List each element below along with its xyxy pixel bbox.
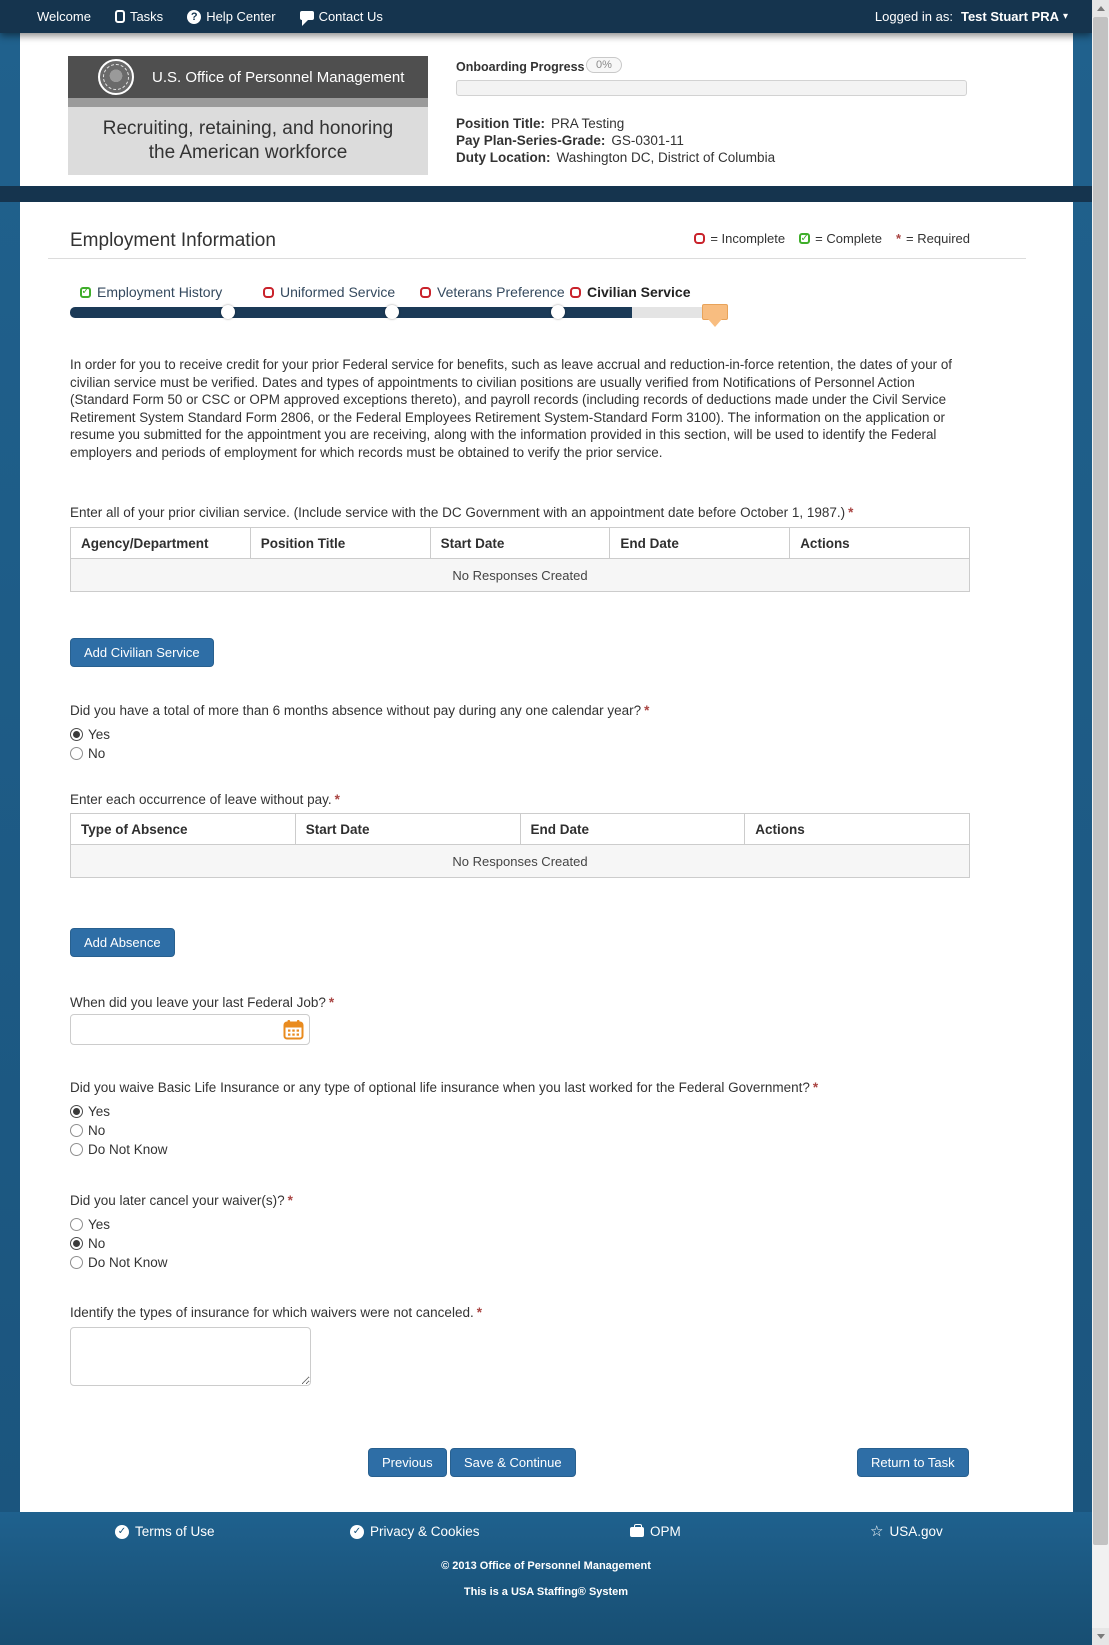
save-continue-button[interactable]: Save & Continue (450, 1448, 576, 1477)
radio-icon[interactable] (70, 1237, 83, 1250)
duty-location-row (456, 150, 775, 165)
radio-icon[interactable] (70, 1256, 83, 1269)
radio-option-do-not-know[interactable] (70, 1142, 168, 1157)
radio-icon[interactable] (70, 1105, 83, 1118)
radio-label: Do Not Know (88, 1255, 168, 1270)
legend-incomplete (694, 231, 785, 246)
required-asterisk-icon: * (848, 505, 854, 520)
left-edge (0, 33, 20, 1512)
tab-veterans-preference[interactable] (420, 284, 565, 300)
col-position-title: Position Title (250, 528, 430, 559)
footer-opm[interactable] (630, 1524, 681, 1539)
empty-message: No Responses Created (71, 559, 970, 592)
required-asterisk-icon: * (476, 1305, 482, 1320)
position-title-label: Position Title: (456, 116, 546, 131)
footer-terms-of-use[interactable] (115, 1524, 215, 1539)
header-divider-band (0, 186, 1092, 202)
footer-link-label: OPM (650, 1524, 681, 1539)
opm-seal-logo (98, 59, 134, 95)
duty-location-label: Duty Location: (456, 150, 551, 165)
nav-help-center[interactable] (187, 9, 275, 24)
civilian-service-table (70, 527, 970, 592)
incomplete-square-icon (570, 287, 581, 298)
radio-option-yes[interactable] (70, 1217, 110, 1232)
return-to-task-button[interactable]: Return to Task (857, 1448, 969, 1477)
arrow-up-icon (1097, 2, 1105, 11)
question-text: Did you have a total of more than 6 months absence without pay during any one calendar year? (70, 703, 642, 718)
arrow-down-icon (1097, 1634, 1105, 1643)
col-actions: Actions (745, 814, 970, 845)
complete-check-icon: ✓ (800, 232, 809, 244)
tab-label: Employment History (97, 284, 223, 300)
position-title-value: PRA Testing (551, 116, 625, 131)
system-text: This is a USA Staffing® System (463, 1586, 629, 1598)
tab-label: Veterans Preference (437, 284, 565, 300)
left-job-date-input[interactable] (70, 1014, 310, 1045)
footer-privacy-cookies[interactable] (350, 1524, 480, 1539)
tab-civilian-service[interactable] (570, 284, 691, 300)
question-text: Did you waive Basic Life Insurance or any type of optional life insurance when you last worked for the Federal Government? (70, 1080, 810, 1095)
col-type-of-absence: Type of Absence (71, 814, 296, 845)
opm-tagline (68, 107, 428, 175)
question-text: Did you later cancel your waiver(s)? (70, 1193, 285, 1208)
legend-complete-label: = Complete (815, 231, 882, 246)
header (20, 33, 1073, 186)
tab-uniformed-service[interactable] (263, 284, 395, 300)
leave-table (70, 813, 970, 878)
left-job-question (70, 995, 980, 1010)
add-absence-button[interactable]: Add Absence (70, 928, 175, 957)
tab-progress-track (70, 307, 720, 318)
footer-link-label: USA.gov (889, 1524, 943, 1539)
star-icon: ☆ (870, 1522, 884, 1540)
legend-complete (799, 231, 882, 246)
tab-progress-fill (70, 307, 632, 318)
progress-dot (385, 305, 399, 319)
question-text: Enter each occurrence of leave without pay. (70, 792, 332, 807)
col-end-date: End Date (610, 528, 790, 559)
col-start-date: Start Date (295, 814, 520, 845)
nav-welcome-label: Welcome (37, 9, 91, 24)
civilian-service-question (70, 505, 980, 520)
identify-insurance-question (70, 1305, 980, 1320)
radio-icon[interactable] (70, 1218, 83, 1231)
radio-label: No (88, 1236, 106, 1251)
legend-required (896, 231, 970, 246)
required-asterisk-icon: * (812, 1080, 819, 1095)
leave-question (70, 792, 980, 807)
chevron-down-icon: ▾ (1062, 10, 1068, 22)
col-actions: Actions (790, 528, 970, 559)
onboarding-progress-label: Onboarding Progress (456, 60, 585, 74)
col-agency: Agency/Department (71, 528, 251, 559)
col-start-date: Start Date (430, 528, 610, 559)
user-name: Test Stuart PRA (960, 9, 1059, 24)
legend-incomplete-label: = Incomplete (710, 231, 786, 246)
radio-label: Yes (88, 727, 111, 742)
required-asterisk-icon: * (334, 792, 340, 807)
question-text: Enter all of your prior civilian service. (Include service with the DC Government with an appointment date before October 1, 1987.) (70, 505, 846, 520)
opm-brand-text: U.S. Office of Personnel Management (152, 68, 405, 86)
absence-question (70, 703, 980, 718)
scrollbar-thumb[interactable] (1093, 17, 1108, 1545)
required-asterisk-icon: * (287, 1193, 293, 1208)
opm-banner-stripe (68, 98, 428, 107)
radio-label: Yes (88, 1104, 111, 1119)
radio-option-do-not-know[interactable] (70, 1255, 168, 1270)
tasks-icon (115, 10, 125, 23)
previous-button[interactable]: Previous (368, 1448, 447, 1477)
table-empty-row (71, 845, 970, 878)
onboarding-progress-bar (456, 80, 967, 96)
radio-option-no[interactable] (70, 1123, 105, 1138)
right-edge (1073, 33, 1093, 1512)
calendar-icon[interactable] (283, 1019, 304, 1040)
nav-help-label: Help Center (206, 9, 276, 24)
radio-label: Yes (88, 1217, 111, 1232)
table-header-row (71, 814, 970, 845)
opm-tagline-line2: the American workforce (148, 142, 348, 163)
top-navbar (0, 0, 1092, 33)
complete-check-icon: ✓ (81, 286, 90, 297)
nav-welcome[interactable] (37, 9, 91, 24)
add-civilian-service-button[interactable]: Add Civilian Service (70, 638, 214, 667)
legend-required-label: = Required (906, 231, 970, 246)
empty-message: No Responses Created (71, 845, 970, 878)
radio-label: No (88, 746, 106, 761)
help-icon: ? (187, 10, 201, 24)
scrollbar[interactable] (1092, 0, 1109, 1645)
date-field-wrap (70, 1014, 310, 1045)
radio-option-yes[interactable] (70, 1104, 110, 1119)
col-end-date: End Date (520, 814, 745, 845)
onboarding-progress-badge: 0% (586, 57, 622, 73)
radio-label: No (88, 1123, 106, 1138)
radio-icon[interactable] (70, 728, 83, 741)
progress-dot (551, 305, 565, 319)
radio-option-yes[interactable] (70, 727, 110, 742)
table-empty-row (71, 559, 970, 592)
cancel-waiver-question (70, 1193, 980, 1208)
check-circle-icon: ✓ (350, 1525, 364, 1539)
user-area (875, 9, 1068, 24)
opm-banner (68, 56, 428, 175)
radio-icon[interactable] (70, 747, 83, 760)
pay-plan-label: Pay Plan-Series-Grade: (456, 133, 606, 148)
footer-link-label: Privacy & Cookies (370, 1524, 480, 1539)
nav-contact-us[interactable] (300, 9, 383, 24)
radio-label: Do Not Know (88, 1142, 168, 1157)
opm-banner-top (68, 56, 428, 98)
pay-plan-value: GS-0301-11 (611, 133, 684, 148)
radio-icon[interactable] (70, 1124, 83, 1137)
footer-usa-gov[interactable] (870, 1524, 943, 1539)
check-circle-icon: ✓ (115, 1525, 129, 1539)
duty-location-value: Washington DC, District of Columbia (556, 150, 776, 165)
tab-employment-history[interactable] (80, 284, 222, 300)
position-title-row (456, 116, 624, 131)
user-menu[interactable] (961, 9, 1068, 24)
opm-tagline-line1: Recruiting, retaining, and honoring (102, 118, 394, 139)
nav-contact-label: Contact Us (318, 9, 383, 24)
table-header-row (71, 528, 970, 559)
scroll-down-button[interactable] (1092, 1628, 1109, 1645)
tab-label: Uniformed Service (280, 284, 396, 300)
footer-link-label: Terms of Use (135, 1524, 215, 1539)
status-legend (694, 231, 970, 246)
copyright-text: © 2013 Office of Personnel Management (441, 1560, 651, 1572)
nav-tasks-label: Tasks (129, 9, 164, 24)
chat-icon (300, 11, 314, 20)
pay-plan-row (456, 133, 684, 148)
required-asterisk-icon: * (644, 703, 650, 718)
nav-tasks[interactable] (115, 9, 163, 24)
incomplete-square-icon (694, 233, 705, 244)
waive-question (70, 1080, 980, 1095)
scroll-up-button[interactable] (1092, 0, 1109, 17)
page-title: Employment Information (70, 230, 276, 251)
radio-option-no[interactable] (70, 1236, 105, 1251)
question-text: Identify the types of insurance for which waivers were not canceled. (70, 1305, 474, 1320)
radio-icon[interactable] (70, 1143, 83, 1156)
footer (0, 1512, 1092, 1645)
required-asterisk-icon: * (328, 995, 335, 1010)
radio-option-no[interactable] (70, 746, 105, 761)
required-asterisk-icon: * (895, 231, 902, 246)
intro-paragraph: In order for you to receive credit for your prior Federal service for benefits, such as leave accrual and reduction-in-force retention, the dates of your of civilian service must be verified. Dates and types of appointments to civilian positions are usually verified from Notifications of Personnel Action (Standard Form 50 or CSC or OPM approved exceptions thereto), and payroll records (including records of deductions made under the Civil Service Retirement System Standard Form 2806, or the Federal Employees Retirement System-Standard Form 3100). The information on the application or resume you submitted for the appointment you are receiving, along with the information provided in this section, will be used to identify the Federal employers and periods of employment for which records must be obtained to verify the prior service. (70, 357, 952, 460)
briefcase-icon (630, 1527, 644, 1537)
title-divider (48, 258, 1026, 259)
question-text: When did you leave your last Federal Job? (70, 995, 326, 1010)
current-step-marker (702, 304, 728, 320)
identify-insurance-textarea[interactable] (70, 1327, 311, 1386)
progress-dot (221, 305, 235, 319)
incomplete-square-icon (420, 287, 431, 298)
incomplete-square-icon (263, 287, 274, 298)
tab-label: Civilian Service (587, 284, 691, 300)
logged-in-label: Logged in as: (874, 9, 953, 24)
